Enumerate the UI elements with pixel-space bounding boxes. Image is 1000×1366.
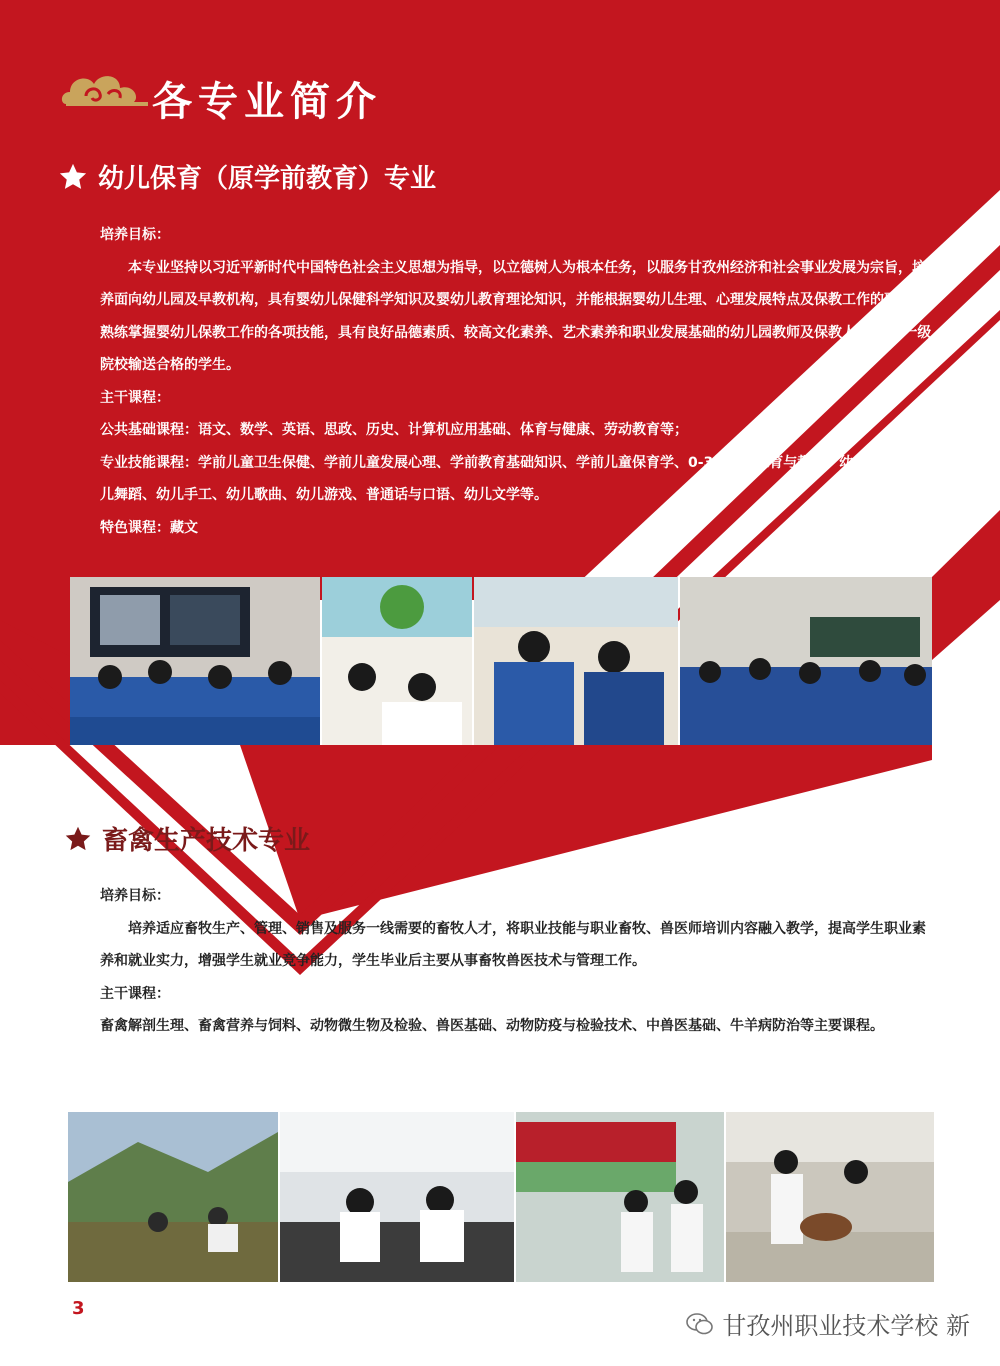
watermark-text: 甘孜州职业技术学校 新	[722, 1312, 970, 1340]
lab-photo	[280, 1112, 514, 1282]
section2-body	[100, 880, 932, 1043]
classroom-photo-1	[70, 577, 320, 745]
cloud-logo-icon	[58, 64, 150, 120]
section1-body	[100, 219, 932, 544]
section1-title-text: 幼儿保育（原学前教育）专业	[98, 164, 437, 194]
page-heading: 各专业简介	[152, 79, 382, 125]
star-icon	[58, 162, 88, 192]
section1-goal-text: 本专业坚持以习近平新时代中国特色社会主义思想为指导，以立德树人为根本任务，以服务甘孜州经济和社会事业发展为宗旨，培养面向幼儿园及早教机构，具有婴幼儿保健科学知识及婴幼儿教育理论知识，并能根据婴幼儿生理、心理发展特点及保教工作的要求，熟练掌握婴幼儿保教工作的各项技能，具有良好品德素质、较高文化素养、艺术素养和职业发展基础的幼儿园教师及保教人员,为高一级院校输送合格的学生。	[100, 259, 932, 373]
section2-course-label: 主干课程：	[100, 985, 170, 1002]
section1-photo-strip	[70, 577, 932, 745]
page-number: 3	[72, 1298, 85, 1319]
field-photo	[68, 1112, 278, 1282]
section2-photo-strip	[68, 1112, 934, 1282]
classroom-photo-4	[680, 577, 932, 745]
section1-goal-label: 培养目标：	[100, 227, 170, 243]
wechat-icon	[686, 1312, 714, 1336]
veterinary-event-photo	[516, 1112, 724, 1282]
section2-courses: 畜禽解剖生理、畜禽营养与饲料、动物微生物及检验、兽医基础、动物防疫与检验技术、中兽医基础、牛羊病防治等主要课程。	[100, 1018, 884, 1034]
wechat-watermark	[686, 1306, 970, 1341]
section1-special-courses: 特色课程：藏文	[100, 519, 198, 536]
section1-skill-courses: 专业技能课程：学前儿童卫生保健、学前儿童发展心理、学前教育基础知识、学前儿童保育学、0-3岁幼儿保育与教育、幼儿钢琴、幼儿舞蹈、幼儿手工、幼儿歌曲、幼儿游戏、普通话与口语、幼儿文学等。	[100, 454, 924, 503]
section1-title	[58, 158, 436, 195]
classroom-photo-2	[322, 577, 472, 745]
section1-course-label: 主干课程：	[100, 389, 170, 406]
star-icon	[64, 825, 92, 853]
section2-title	[64, 820, 310, 857]
section2-title-text: 畜禽生产技术专业	[102, 826, 311, 856]
section1-public-courses: 公共基础课程：语文、数学、英语、思政、历史、计算机应用基础、体育与健康、劳动教育等；	[100, 422, 688, 438]
section2-goal-label: 培养目标：	[100, 888, 170, 904]
animal-care-photo	[726, 1112, 934, 1282]
section2-goal-text: 培养适应畜牧生产、管理、销售及服务一线需要的畜牧人才，将职业技能与职业畜牧、兽医师培训内容融入教学，提高学生职业素养和就业实力，增强学生就业竞争能力，学生毕业后主要从事畜牧兽医技术与管理工作。	[100, 920, 926, 969]
classroom-photo-3	[474, 577, 678, 745]
